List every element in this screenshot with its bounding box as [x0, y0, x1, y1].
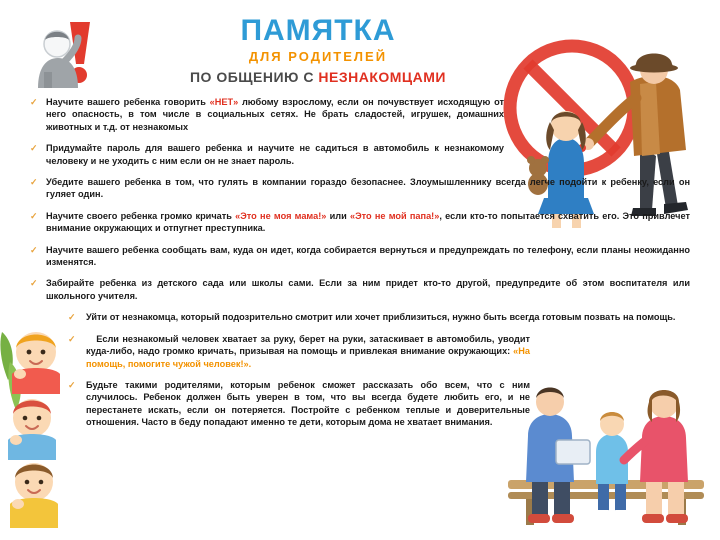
tip-item-8: ✓ Если незнакомый человек хватает за руку, берет на руки, затаскивает в автомобиль, уводит куда-либо, надо громко кричать, призывая на помощь и привлекая внимание окружающих: «На помощь, помогите чужой человек!».: [68, 333, 530, 369]
page-subtitle-2: [118, 69, 518, 85]
tip-item-3: ✓ Убедите вашего ребенка в том, что гулять в компании гораздо безопаснее. Злоумышленнику всегда легче подойти к ребенку, если он гуляет один.: [30, 177, 690, 200]
check-icon: ✓: [30, 143, 38, 154]
title-block: [118, 14, 518, 85]
tip-item-6: ✓ Забирайте ребенка из детского сада или школы сами. Если за ним придет кто-то другой, предупредите об этом воспитателя или школьного учителя.: [30, 278, 690, 301]
tip-item-9: ✓ Будьте такими родителями, которым ребенок сможет рассказать обо всем, что с ним случилось. Ребенок должен быть уверен в том, что вы всегда будете любить его, и не перестанете искать, если он потеряется. Постройте с ребенком теплые и доверительные отношения. Часто в беду попадают именно те дети, которым дома не хватает внимания.: [68, 379, 530, 428]
tip-item-2: ✓ Придумайте пароль для вашего ребенка и научите не садиться в автомобиль к незнакомому человеку и не уходить с ним если он не знает пароль.: [30, 143, 504, 166]
tip-item-4: ✓ Научите своего ребенка громко кричать «Это не моя мама!» или «Это не мой папа!», если кто-то попытается схватить его. Это привлечет внимание окружающих и отпугнет преступника.: [30, 210, 690, 234]
check-icon: ✓: [68, 312, 76, 323]
page-title: ПАМЯТКА: [240, 14, 396, 47]
children-peeking-illustration: [0, 322, 74, 532]
tip-item-5: ✓ Научите вашего ребенка сообщать вам, куда он идет, когда собирается вернуться и предупреждать по телефону, если планы неожиданно изменятся.: [30, 244, 690, 268]
check-icon: ✓: [68, 333, 76, 344]
check-icon: ✓: [30, 210, 38, 221]
check-icon: ✓: [30, 244, 38, 255]
page-subtitle-1: ДЛЯ РОДИТЕЛЕЙ: [248, 49, 388, 64]
poster-header: [0, 0, 720, 100]
tip-item-1: ✓ Научите вашего ребенка говорить «НЕТ» любому взрослому, если он почувствует исходящую от него опасность, в том числе в социальных сетях. Не брать сладостей, игрушек, домашних животных и т.д. от незнакомых: [30, 97, 504, 132]
subtitle-prefix: ПО ОБЩЕНИЮ С: [189, 69, 319, 85]
check-icon: ✓: [30, 278, 38, 289]
check-icon: ✓: [68, 379, 76, 390]
family-on-bench-illustration: [492, 376, 718, 534]
boy-with-exclamation-illustration: [20, 6, 116, 92]
check-icon: ✓: [30, 177, 38, 188]
tip-item-7: ✓ Уйти от незнакомца, который подозрительно смотрит или хочет приблизиться, нужно быть всегда готовым позвать на помощь.: [68, 312, 676, 323]
subtitle-accent: НЕЗНАКОМЦАМИ: [318, 69, 446, 85]
check-icon: ✓: [30, 97, 38, 107]
